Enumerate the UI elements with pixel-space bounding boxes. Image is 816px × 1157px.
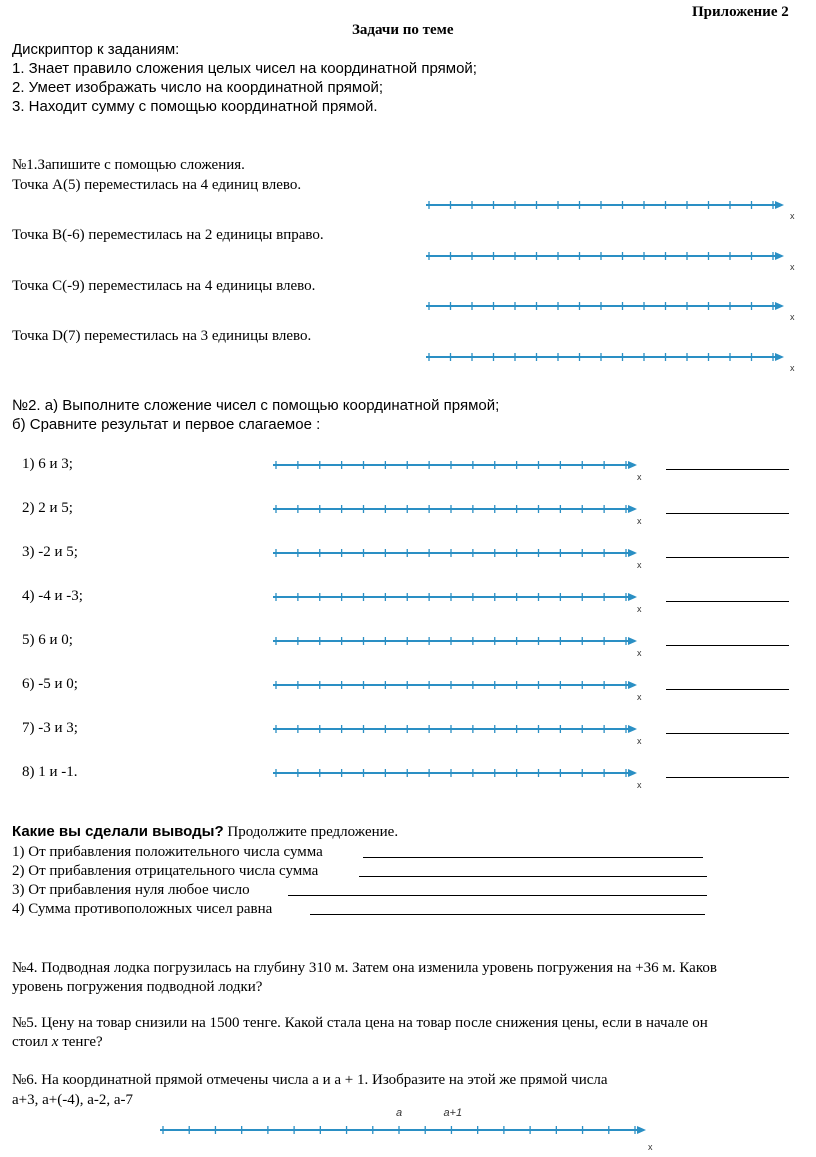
page-title: Задачи по теме bbox=[352, 22, 454, 38]
axis-label: x bbox=[790, 312, 795, 322]
answer-line[interactable] bbox=[666, 601, 789, 602]
axis-label: x bbox=[790, 211, 795, 221]
task1-item-b: Точка В(-6) переместилась на 2 единицы вправо. bbox=[12, 227, 324, 243]
task6-line-1: №6. На координатной прямой отмечены числа а и а + 1. Изобразите на этой же прямой числа bbox=[12, 1072, 608, 1088]
arrow-icon bbox=[628, 637, 637, 645]
arrow-icon bbox=[628, 461, 637, 469]
descriptor-item-3: 3. Находит сумму с помощью координатной прямой. bbox=[12, 98, 378, 115]
number-line bbox=[424, 298, 799, 326]
task2-item-7: 7) -3 и 3; bbox=[22, 720, 78, 736]
answer-line[interactable] bbox=[666, 469, 789, 470]
arrow-icon bbox=[628, 769, 637, 777]
task2-item-1: 1) 6 и 3; bbox=[22, 456, 73, 472]
task6-line-2: а+3, а+(-4), а-2, а-7 bbox=[12, 1092, 134, 1108]
task5-line-1: №5. Цену на товар снизили на 1500 тенге. Какой стала цена на товар после снижения цены, если в начале он bbox=[12, 1015, 708, 1031]
arrow-icon bbox=[775, 353, 784, 361]
arrow-icon bbox=[628, 549, 637, 557]
task1-item-c: Точка С(-9) переместилась на 4 единицы влево. bbox=[12, 278, 316, 294]
answer-line[interactable] bbox=[666, 689, 789, 690]
arrow-icon bbox=[628, 505, 637, 513]
conclusion-item-2: 2) От прибавления отрицательного числа сумма bbox=[12, 863, 319, 879]
answer-line[interactable] bbox=[666, 557, 789, 558]
axis-label: x bbox=[637, 736, 642, 746]
axis-label: x bbox=[790, 262, 795, 272]
number-line bbox=[271, 764, 646, 794]
arrow-icon bbox=[628, 593, 637, 601]
number-line bbox=[271, 632, 646, 662]
point-label: a+1 bbox=[443, 1107, 463, 1119]
descriptor-heading: Дискриптор к заданиям: bbox=[12, 41, 180, 58]
task2-heading-b: б) Сравните результат и первое слагаемое : bbox=[12, 416, 321, 433]
descriptor-item-2: 2. Умеет изображать число на координатной прямой; bbox=[12, 79, 384, 96]
conclusions-prompt: Продолжите предложение. bbox=[223, 824, 399, 840]
number-line bbox=[271, 676, 646, 706]
axis-label: x bbox=[637, 648, 642, 658]
descriptor-item-1: 1. Знает правило сложения целых чисел на координатной прямой; bbox=[12, 60, 477, 77]
task4-line-1: №4. Подводная лодка погрузилась на глубину 310 м. Затем она изменила уровень погружения на +36 м. Каков bbox=[12, 960, 717, 976]
task2-item-4: 4) -4 и -3; bbox=[22, 588, 83, 604]
task5-text-b: тенге? bbox=[58, 1034, 103, 1050]
number-line bbox=[271, 544, 646, 574]
task1-item-a: Точка А(5) переместилась на 4 единиц влево. bbox=[12, 177, 302, 193]
answer-line[interactable] bbox=[363, 857, 703, 858]
number-line bbox=[271, 588, 646, 618]
answer-line[interactable] bbox=[359, 876, 707, 877]
axis-label: x bbox=[637, 516, 642, 526]
conclusions-question: Какие вы сделали выводы? bbox=[12, 823, 224, 840]
axis-label: x bbox=[637, 472, 642, 482]
arrow-icon bbox=[775, 252, 784, 260]
task2-item-3: 3) -2 и 5; bbox=[22, 544, 78, 560]
answer-line[interactable] bbox=[666, 513, 789, 514]
arrow-icon bbox=[775, 201, 784, 209]
task4-line-2: уровень погружения подводной лодки? bbox=[12, 979, 263, 995]
answer-line[interactable] bbox=[666, 777, 789, 778]
conclusions-heading bbox=[12, 823, 398, 841]
task5-variable: х bbox=[51, 1034, 59, 1050]
answer-line[interactable] bbox=[666, 645, 789, 646]
number-line bbox=[271, 720, 646, 750]
task2-item-6: 6) -5 и 0; bbox=[22, 676, 78, 692]
number-line bbox=[424, 196, 799, 224]
answer-line[interactable] bbox=[288, 895, 707, 896]
axis-label: x bbox=[637, 604, 642, 614]
arrow-icon bbox=[628, 725, 637, 733]
conclusion-item-1: 1) От прибавления положительного числа сумма bbox=[12, 844, 323, 860]
axis-label: x bbox=[637, 692, 642, 702]
answer-line[interactable] bbox=[666, 733, 789, 734]
number-line bbox=[156, 1108, 661, 1154]
point-label: a bbox=[396, 1107, 403, 1119]
conclusion-item-3: 3) От прибавления нуля любое число bbox=[12, 882, 250, 898]
number-line bbox=[271, 456, 646, 486]
axis-label: x bbox=[637, 780, 642, 790]
number-line bbox=[424, 349, 799, 377]
appendix-label: Приложение 2 bbox=[692, 4, 789, 20]
task1-heading: №1.Запишите с помощью сложения. bbox=[12, 157, 245, 173]
axis-label: x bbox=[648, 1142, 653, 1152]
arrow-icon bbox=[637, 1126, 646, 1134]
arrow-icon bbox=[775, 302, 784, 310]
task2-item-8: 8) 1 и -1. bbox=[22, 764, 78, 780]
task1-item-d: Точка D(7) переместилась на 3 единицы влево. bbox=[12, 328, 312, 344]
task2-item-5: 5) 6 и 0; bbox=[22, 632, 73, 648]
number-line bbox=[424, 248, 799, 276]
axis-label: x bbox=[790, 363, 795, 373]
task5-line-2 bbox=[12, 1033, 103, 1051]
task2-heading-a: №2. а) Выполните сложение чисел с помощью координатной прямой; bbox=[12, 397, 500, 414]
number-line bbox=[271, 500, 646, 530]
conclusion-item-4: 4) Сумма противоположных чисел равна bbox=[12, 901, 273, 917]
task2-item-2: 2) 2 и 5; bbox=[22, 500, 73, 516]
arrow-icon bbox=[628, 681, 637, 689]
axis-label: x bbox=[637, 560, 642, 570]
answer-line[interactable] bbox=[310, 914, 705, 915]
task5-text-a: стоил bbox=[12, 1034, 52, 1050]
